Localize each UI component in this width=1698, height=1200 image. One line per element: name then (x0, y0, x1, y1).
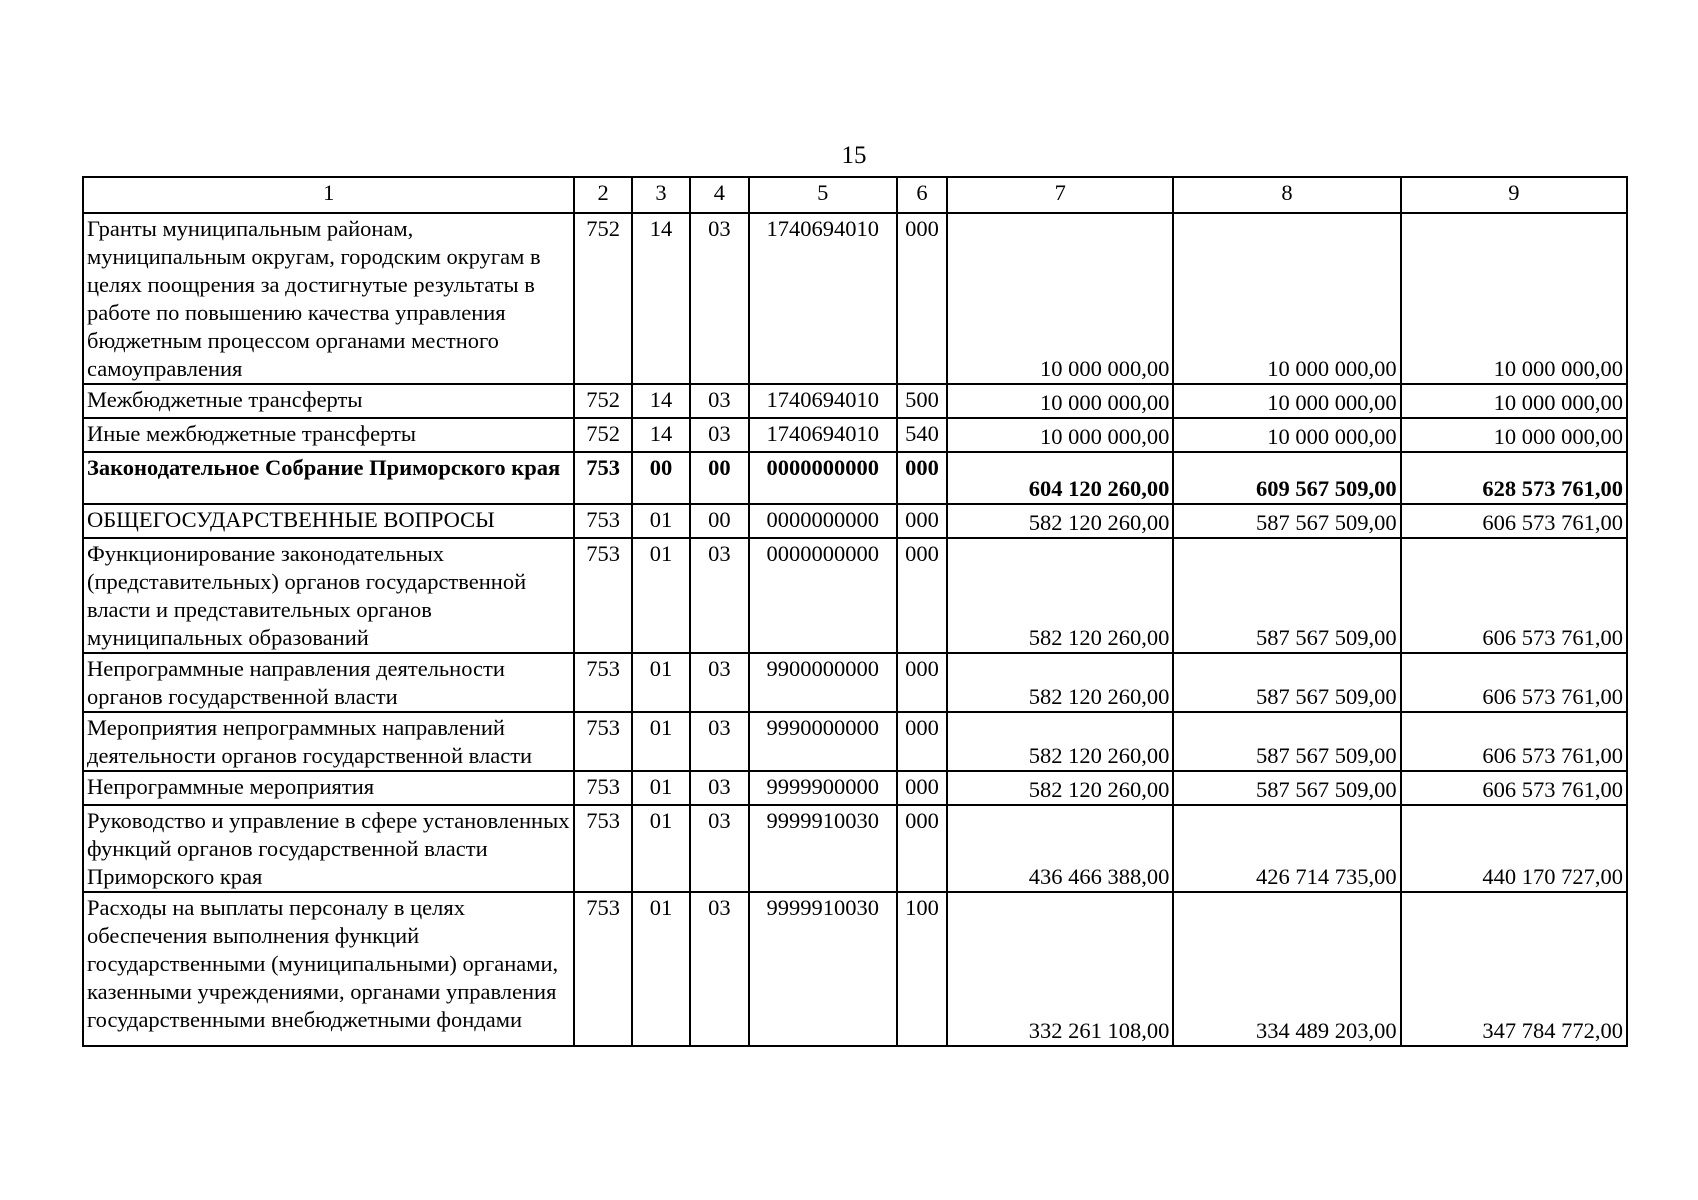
row-code-cell: 9999910030 (749, 805, 897, 892)
row-code-cell: 1740694010 (749, 384, 897, 418)
row-sum-cell: 582 120 260,00 (947, 538, 1173, 653)
row-sum-cell: 10 000 000,00 (947, 384, 1173, 418)
row-code-cell: 9999910030 (749, 892, 897, 1046)
header-cell: 4 (690, 177, 748, 213)
row-code-cell: 03 (690, 418, 748, 452)
page-number: 15 (841, 142, 867, 169)
row-code-cell: 500 (897, 384, 947, 418)
row-code-cell: 000 (897, 504, 947, 538)
row-name-cell: Непрограммные направления деятельности органов государственной власти (83, 653, 574, 712)
row-sum-cell: 10 000 000,00 (947, 418, 1173, 452)
row-code-cell: 9999900000 (749, 771, 897, 805)
table-row (83, 653, 1627, 712)
row-code-cell: 540 (897, 418, 947, 452)
row-sum-cell: 604 120 260,00 (947, 452, 1173, 504)
row-code-cell: 753 (574, 538, 631, 653)
row-sum-cell: 334 489 203,00 (1173, 892, 1400, 1046)
row-name-cell: Мероприятия непрограммных направлений деятельности органов государственной власти (83, 712, 574, 771)
row-name-cell: Межбюджетные трансферты (83, 384, 574, 418)
row-code-cell: 0000000000 (749, 452, 897, 504)
row-code-cell: 03 (690, 384, 748, 418)
row-sum-cell: 582 120 260,00 (947, 504, 1173, 538)
table-row (83, 538, 1627, 653)
row-sum-cell: 436 466 388,00 (947, 805, 1173, 892)
row-sum-cell: 10 000 000,00 (1173, 418, 1400, 452)
row-name-cell: Руководство и управление в сфере установленных функций органов государственной власти Приморского края (83, 805, 574, 892)
row-code-cell: 01 (632, 653, 690, 712)
table-row (83, 384, 1627, 418)
row-code-cell: 753 (574, 771, 631, 805)
table-row (83, 771, 1627, 805)
row-code-cell: 753 (574, 805, 631, 892)
row-code-cell: 1740694010 (749, 213, 897, 384)
row-sum-cell: 10 000 000,00 (947, 213, 1173, 384)
row-sum-cell: 606 573 761,00 (1401, 504, 1627, 538)
row-code-cell: 1740694010 (749, 418, 897, 452)
row-code-cell: 14 (632, 418, 690, 452)
row-name-cell: ОБЩЕГОСУДАРСТВЕННЫЕ ВОПРОСЫ (83, 504, 574, 538)
row-sum-cell: 587 567 509,00 (1173, 712, 1400, 771)
row-code-cell: 000 (897, 653, 947, 712)
header-cell: 7 (947, 177, 1173, 213)
row-name-cell: Законодательное Собрание Приморского края (83, 452, 574, 504)
row-code-cell: 753 (574, 653, 631, 712)
row-code-cell: 00 (632, 452, 690, 504)
table-row (83, 712, 1627, 771)
row-sum-cell: 587 567 509,00 (1173, 538, 1400, 653)
row-code-cell: 753 (574, 892, 631, 1046)
row-code-cell: 01 (632, 712, 690, 771)
row-code-cell: 01 (632, 504, 690, 538)
header-cell: 3 (632, 177, 690, 213)
row-sum-cell: 582 120 260,00 (947, 712, 1173, 771)
row-code-cell: 00 (690, 452, 748, 504)
row-code-cell: 753 (574, 504, 631, 538)
row-code-cell: 000 (897, 712, 947, 771)
row-code-cell: 753 (574, 712, 631, 771)
row-sum-cell: 587 567 509,00 (1173, 504, 1400, 538)
row-code-cell: 000 (897, 452, 947, 504)
row-code-cell: 752 (574, 384, 631, 418)
row-code-cell: 03 (690, 653, 748, 712)
budget-table (82, 176, 1628, 1047)
header-cell: 1 (83, 177, 574, 213)
row-name-cell: Непрограммные мероприятия (83, 771, 574, 805)
row-sum-cell: 606 573 761,00 (1401, 712, 1627, 771)
row-sum-cell: 587 567 509,00 (1173, 771, 1400, 805)
row-code-cell: 000 (897, 805, 947, 892)
row-code-cell: 9900000000 (749, 653, 897, 712)
row-code-cell: 753 (574, 452, 631, 504)
row-code-cell: 01 (632, 892, 690, 1046)
row-sum-cell: 426 714 735,00 (1173, 805, 1400, 892)
table-row (83, 213, 1627, 384)
row-sum-cell: 606 573 761,00 (1401, 771, 1627, 805)
row-sum-cell: 440 170 727,00 (1401, 805, 1627, 892)
row-sum-cell: 10 000 000,00 (1173, 384, 1400, 418)
row-code-cell: 03 (690, 892, 748, 1046)
row-code-cell: 000 (897, 771, 947, 805)
row-sum-cell: 10 000 000,00 (1401, 384, 1627, 418)
row-code-cell: 14 (632, 384, 690, 418)
row-code-cell: 752 (574, 213, 631, 384)
row-sum-cell: 609 567 509,00 (1173, 452, 1400, 504)
table-row (83, 504, 1627, 538)
row-sum-cell: 347 784 772,00 (1401, 892, 1627, 1046)
row-code-cell: 01 (632, 538, 690, 653)
header-cell: 8 (1173, 177, 1400, 213)
row-name-cell: Функционирование законодательных (представительных) органов государственной власти и представительных органов муниципальных образований (83, 538, 574, 653)
header-cell: 5 (749, 177, 897, 213)
row-sum-cell: 10 000 000,00 (1401, 213, 1627, 384)
row-code-cell: 100 (897, 892, 947, 1046)
row-code-cell: 01 (632, 771, 690, 805)
row-name-cell: Иные межбюджетные трансферты (83, 418, 574, 452)
row-sum-cell: 332 261 108,00 (947, 892, 1173, 1046)
row-sum-cell: 606 573 761,00 (1401, 653, 1627, 712)
row-code-cell: 03 (690, 538, 748, 653)
row-code-cell: 0000000000 (749, 538, 897, 653)
row-code-cell: 14 (632, 213, 690, 384)
row-code-cell: 000 (897, 538, 947, 653)
row-sum-cell: 582 120 260,00 (947, 653, 1173, 712)
row-code-cell: 03 (690, 712, 748, 771)
header-cell: 6 (897, 177, 947, 213)
row-code-cell: 00 (690, 504, 748, 538)
row-name-cell: Расходы на выплаты персоналу в целях обеспечения выполнения функций государственными (муниципальными) органами, казенными учреждениями, органами управления государственными внебюджетными фондами (83, 892, 574, 1046)
row-code-cell: 01 (632, 805, 690, 892)
header-cell: 9 (1401, 177, 1627, 213)
table-row (83, 452, 1627, 504)
table-row (83, 805, 1627, 892)
row-sum-cell: 587 567 509,00 (1173, 653, 1400, 712)
table-row (83, 892, 1627, 1046)
row-code-cell: 03 (690, 213, 748, 384)
row-name-cell: Гранты муниципальным районам, муниципальным округам, городским округам в целях поощрения за достигнутые результаты в работе по повышению качества управления бюджетным процессом органами местного самоуправления (83, 213, 574, 384)
row-code-cell: 000 (897, 213, 947, 384)
table-row (83, 418, 1627, 452)
row-code-cell: 03 (690, 805, 748, 892)
row-sum-cell: 582 120 260,00 (947, 771, 1173, 805)
row-code-cell: 0000000000 (749, 504, 897, 538)
row-sum-cell: 10 000 000,00 (1401, 418, 1627, 452)
row-sum-cell: 606 573 761,00 (1401, 538, 1627, 653)
row-code-cell: 752 (574, 418, 631, 452)
header-cell: 2 (574, 177, 631, 213)
table-header-row (83, 177, 1627, 213)
row-code-cell: 03 (690, 771, 748, 805)
row-sum-cell: 628 573 761,00 (1401, 452, 1627, 504)
row-code-cell: 9990000000 (749, 712, 897, 771)
row-sum-cell: 10 000 000,00 (1173, 213, 1400, 384)
